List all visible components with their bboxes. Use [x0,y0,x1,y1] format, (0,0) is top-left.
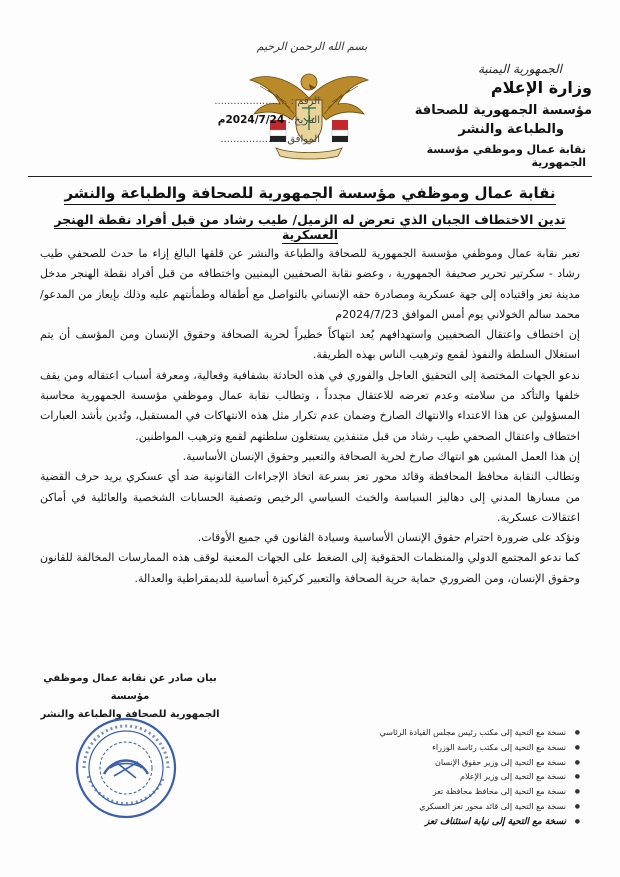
institution-name: مؤسسة الجمهورية للصحافة [414,103,592,118]
date-label: التاريخ : [287,115,320,126]
country-name: الجمهورية اليمنية [477,62,562,76]
basmala: بسم الله الرحمن الرحيم [256,40,368,53]
paragraph-6: ونؤكد على ضرورة احترام حقوق الإنسان الأساسية وسيادة القانون في جميع الأوقات. [197,531,580,545]
main-title [30,184,590,202]
copy-item: ● نسخة مع التحية إلى قائد محور تعز العسكري [330,800,580,815]
union-name: نقابة عمال وموظفي مؤسسة الجمهورية [426,143,586,169]
institution-name-2: والطباعة والنشر [458,122,564,137]
reference-block [170,92,320,149]
corresponding-label: الموافق: [283,134,320,145]
copy-item: ● نسخة مع التحية إلى مكتب رئيس مجلس القيادة الرئاسي [330,726,580,741]
paragraph-3: ندعو الجهات المختصة إلى التحقيق العاجل والفوري في هذه الحادثة بشفافية وفعالية، ومعرفة أسباب اعتقاله ومن يقف خلفها والتأكد من سلامته وعدم تعرضه للاعتقال مجدداً ، وتطالب نقابة عمال وموظفي مؤسسة الجمهورية محاسبة المسؤولين عن هذا الاعتداء والانتهاك الصارخ وضمان عدم تكرار مثل هذه الانتهاكات في المستقبل، وتُدين بأشد العبارات اختطاف واعتقال الصحفي طيب رشاد من قبل متنفذين يستغلون سلطتهم لقمع وترهيب المواطنين. [40,368,580,443]
copy-item: ● نسخة مع التحية إلى محافظ محافظة تعز [330,785,580,800]
copy-item: ● نسخة مع التحية إلى وزير حقوق الإنسان [330,756,580,771]
header-divider [28,176,592,177]
paragraph-4: إن هذا العمل المشين هو انتهاك صارخ لحرية الصحافة والتعبير وحقوق الإنسان الأساسية. [182,449,580,463]
ref-number-label: الرقم : [290,96,320,107]
copy-item-handwritten: ● نسخة مع التحية إلى نيابة استئناف تعز [330,815,580,830]
copy-item: ● نسخة مع التحية إلى مكتب رئاسة الوزراء [330,741,580,756]
corresponding-row [170,130,320,149]
sub-title [30,212,590,242]
copies-list [330,726,580,830]
statement-body [40,244,580,589]
date-value: 2024/7/24م [217,114,285,126]
union-stamp-seal-icon [74,716,178,820]
paragraph-2: إن اختطاف واعتقال الصحفيين واستهدافهم يُعد انتهاكاً خطيراً لحرية الصحافة وحقوق الإنسان ومن المؤسف أن يتم استغلال السلطة والنفوذ لقمع وترهيب الناس بهذه الطريقة. [40,328,580,362]
ministry-name: وزارة الإعلام [490,78,592,97]
date-row [170,111,320,130]
signature-line-2: الجمهورية للصحافة والطباعة والنشر [40,709,220,720]
main-title-text: نقابة عمال وموظفي مؤسسة الجمهورية للصحافة والطباعة والنشر [64,184,555,205]
ref-number-row [170,92,320,111]
letterhead-right [412,62,592,169]
paragraph-7: كما ندعو المجتمع الدولي والمنظمات الحقوقية إلى الضغط على الجهات المعنية لوقف هذه الممارسات المخالفة للقانون وحقوق الإنسان، ومن الضروري حماية حرية الصحافة والتعبير كركيزة أساسية للديمقراطية والعدالة. [40,551,580,585]
ref-number-blank: ....................... [214,96,288,107]
paragraph-5: وتطالب النقابة محافظ المحافظة وقائد محور تعز بسرعة اتخاذ الإجراءات القانونية ضد أي عسكري يريد حرف القضية من مسارها المدني إلى دهاليز السياسة والخبث السياسي الرخيص وتصفية الحسابات الشخصية والعائلية في أماكن اعتقالات عسكرية. [40,470,580,524]
paragraph-1: تعبر نقابة عمال وموظفي مؤسسة الجمهورية للصحافة والطباعة والنشر عن قلقها البالغ إزاء ما حدث للصحفي طيب رشاد - سكرتير تحرير صحيفة الجمهورية ، وعضو نقابة الصحفيين اليمنيين واختطافه من قبل أفراد نقطة الهنجر مدخل مدينة تعز واقتياده إلى جهة عسكرية ومصادرة حقه الإنساني بالتواصل مع أطفاله وطمأنتهم عليه وذلك بإيعاز من المدعو/ محمد سالم الخولاني يوم أمس الموافق 2024/7/23م [40,247,580,321]
signature-line-1: بيان صادر عن نقابة عمال وموظفي مؤسسة [43,673,217,702]
corresponding-blank: ................... [220,134,281,145]
copy-item: ● نسخة مع التحية إلى وزير الإعلام [330,770,580,785]
sub-title-text: تدين الاختطاف الجبان الذي تعرض له الزميل/ طيب رشاد من قبل أفراد نقطة الهنجر العسكرية [54,212,566,242]
